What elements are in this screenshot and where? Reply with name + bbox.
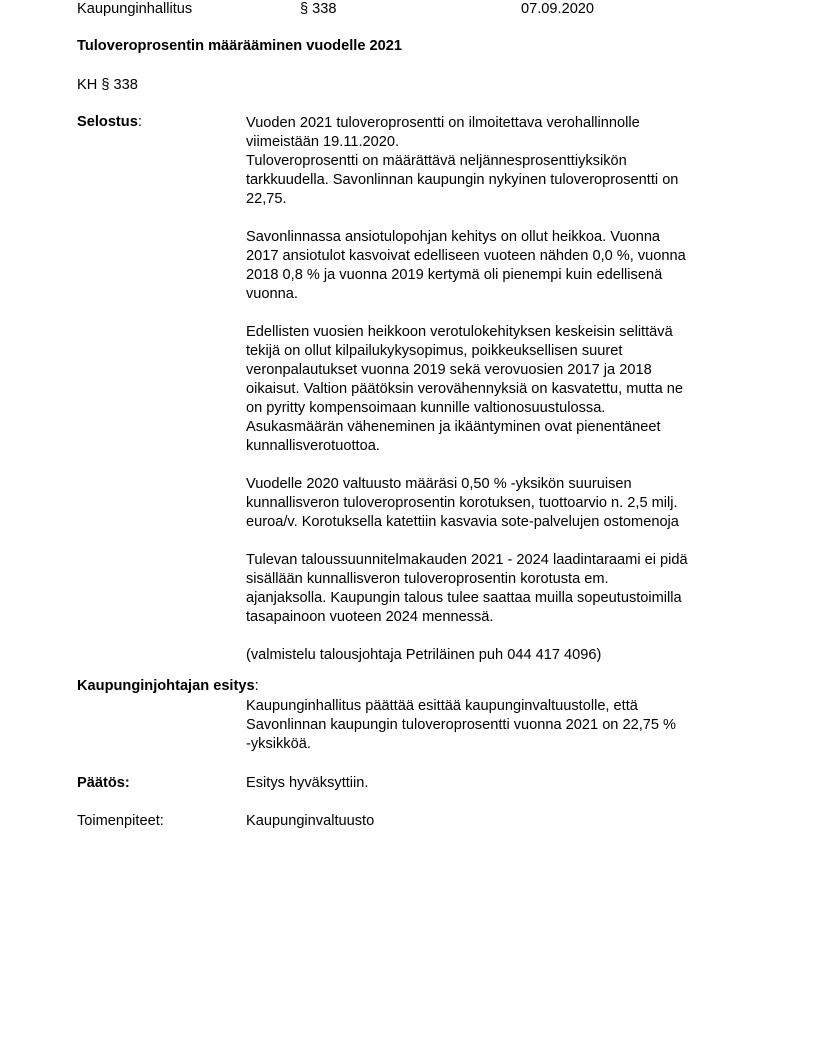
text-line: Vuodelle 2020 valtuusto määräsi 0,50 % -yksikön suuruisen	[246, 476, 632, 492]
selostus-body	[246, 114, 746, 684]
selostus-colon: :	[137, 114, 142, 130]
paatos-label: Päätös:	[77, 775, 130, 791]
text-line: 2018 0,8 % ja vuonna 2019 kertymä oli pienempi kuin edellisenä	[246, 267, 663, 283]
text-line: kunnallisverotuottoa.	[246, 438, 380, 454]
header-body-name: Kaupunginhallitus	[77, 1, 193, 17]
text-line: kunnallisveron tuloveroprosentin korotuksen, tuottoarvio n. 2,5 milj.	[246, 495, 678, 511]
text-line: Savonlinnan kaupungin tuloveroprosentti vuonna 2021 on 22,75 %	[246, 717, 677, 733]
esitys-colon: :	[254, 678, 259, 694]
text-line: tekijä on ollut kilpailukykysopimus, poikkeuksellisen suuret	[246, 343, 623, 359]
selostus-paragraph-3	[246, 323, 746, 456]
text-line: Savonlinnassa ansiotulopohjan kehitys on ollut heikkoa. Vuonna	[246, 229, 661, 245]
preparer-note: (valmistelu talousjohtaja Petriläinen puh 044 417 4096)	[246, 647, 602, 663]
esitys-body	[246, 697, 746, 754]
selostus-label-row	[77, 114, 142, 130]
reference-code: KH § 338	[77, 77, 138, 93]
selostus-paragraph-6	[246, 646, 746, 665]
toimenpiteet-text: Kaupunginvaltuusto	[246, 813, 375, 829]
selostus-paragraph-1	[246, 114, 746, 209]
text-line: Asukasmäärän väheneminen ja ikääntyminen ovat pienentäneet	[246, 419, 661, 435]
document-title: Tuloveroprosentin määrääminen vuodelle 2021	[77, 38, 402, 54]
text-line: tarkkuudella. Savonlinnan kaupungin nykyinen tuloveroprosentti on	[246, 172, 679, 188]
text-line: Vuoden 2021 tuloveroprosentti on ilmoitettava verohallinnolle	[246, 115, 640, 131]
selostus-paragraph-4	[246, 475, 746, 532]
esitys-label: Kaupunginjohtajan esitys	[77, 678, 255, 694]
text-line: viimeistään 19.11.2020.	[246, 134, 400, 150]
toimenpiteet-label: Toimenpiteet:	[77, 813, 164, 829]
text-line: ajanjaksolla. Kaupungin talous tulee saattaa muilla sopeutustoimilla	[246, 590, 682, 606]
text-line: Tulevan taloussuunnitelmakauden 2021 - 2024 laadintaraami ei pidä	[246, 552, 688, 568]
text-line: 2017 ansiotulot kasvoivat edelliseen vuoteen nähden 0,0 %, vuonna	[246, 248, 686, 264]
text-line: Kaupunginhallitus päättää esittää kaupunginvaltuustolle, että	[246, 698, 638, 714]
selostus-paragraph-5	[246, 551, 746, 627]
text-line: euroa/v. Korotuksella katettiin kasvavia sote-palvelujen ostomenoja	[246, 514, 679, 530]
text-line: Edellisten vuosien heikkoon verotulokehityksen keskeisin selittävä	[246, 324, 673, 340]
text-line: Tuloveroprosentti on määrättävä neljännesprosenttiyksikön	[246, 153, 627, 169]
text-line: vuonna.	[246, 286, 298, 302]
header-date: 07.09.2020	[521, 1, 595, 17]
text-line: -yksikköä.	[246, 736, 311, 752]
text-line: on pyritty kompensoimaan kunnille valtionosuustulossa.	[246, 400, 606, 416]
selostus-label: Selostus	[77, 114, 138, 130]
text-line: sisällään kunnallisveron tuloveroprosentin korotusta em.	[246, 571, 609, 587]
text-line: veronpalautukset vuonna 2019 sekä verovuosien 2017 ja 2018	[246, 362, 652, 378]
text-line: 22,75.	[246, 191, 287, 207]
text-line: oikaisut. Valtion päätöksin verovähennyksiä on kasvatettu, mutta ne	[246, 381, 683, 397]
text-line: tasapainoon vuoteen 2024 mennessä.	[246, 609, 494, 625]
esitys-label-row	[77, 678, 259, 694]
selostus-paragraph-2	[246, 228, 746, 304]
paatos-text: Esitys hyväksyttiin.	[246, 775, 369, 791]
header-section-number: § 338	[300, 1, 337, 17]
